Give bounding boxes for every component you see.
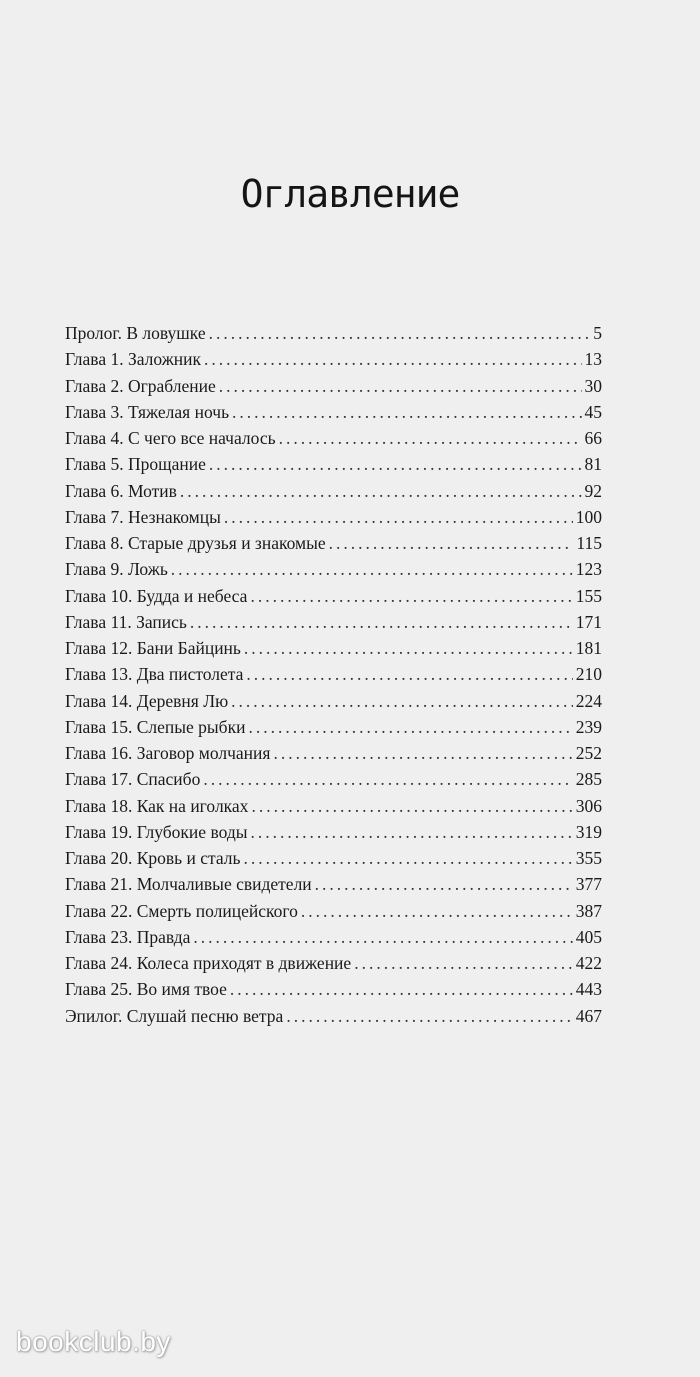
toc-page-number: 355 <box>575 848 602 868</box>
dot-leader <box>224 504 573 530</box>
toc-entry-title: Глава 22. Смерть полицейского <box>65 900 298 921</box>
table-of-contents <box>65 320 602 1029</box>
toc-entry <box>65 898 602 924</box>
dot-leader <box>180 478 582 504</box>
dot-leader <box>251 819 573 845</box>
toc-page-number: 100 <box>575 506 602 527</box>
toc-entry-title: Глава 4. С чего все началось <box>65 428 276 448</box>
toc-page-number: 224 <box>575 690 602 711</box>
toc-entry <box>65 688 602 714</box>
toc-entry-title: Эпилог. Слушай песню ветра <box>65 1005 284 1026</box>
toc-entry <box>65 530 602 556</box>
dot-leader <box>279 425 582 451</box>
toc-entry <box>65 425 602 451</box>
toc-entry-title: Глава 2. Ограбление <box>65 375 216 396</box>
toc-entry <box>65 819 602 845</box>
toc-entry <box>65 661 602 687</box>
toc-entry-title: Глава 15. Слепые рыбки <box>65 716 246 737</box>
toc-entry <box>65 451 602 477</box>
dot-leader <box>286 1003 572 1029</box>
toc-entry <box>65 346 602 372</box>
toc-entry <box>65 950 602 976</box>
toc-entry-title: Глава 25. Во имя твое <box>65 979 227 1000</box>
dot-leader <box>232 399 581 425</box>
toc-page-number: 66 <box>584 428 602 448</box>
toc-page-number: 115 <box>576 533 602 553</box>
toc-entry <box>65 845 602 871</box>
toc-page-number: 377 <box>575 874 602 895</box>
dot-leader <box>246 661 572 687</box>
dot-leader <box>315 871 573 897</box>
dot-leader <box>204 346 581 372</box>
toc-entry <box>65 556 602 582</box>
dot-leader <box>231 688 573 714</box>
toc-entry <box>65 924 602 950</box>
toc-entry-title: Глава 6. Мотив <box>65 480 177 501</box>
toc-entry <box>65 976 602 1002</box>
dot-leader <box>203 766 572 792</box>
toc-entry-title: Глава 12. Бани Байцинь <box>65 638 241 658</box>
toc-page-number: 45 <box>584 401 602 422</box>
toc-entry <box>65 373 602 399</box>
dot-leader <box>190 609 573 635</box>
toc-entry-title: Пролог. В ловушке <box>65 323 206 343</box>
toc-entry <box>65 609 602 635</box>
dot-leader <box>273 740 572 766</box>
dot-leader <box>209 451 582 477</box>
toc-entry-title: Глава 13. Два пистолета <box>65 664 244 685</box>
toc-entry <box>65 583 602 609</box>
toc-entry <box>65 399 602 425</box>
dot-leader <box>251 793 572 819</box>
toc-entry <box>65 714 602 740</box>
watermark: bookclub.by <box>16 1326 171 1357</box>
toc-page-number: 81 <box>584 454 602 475</box>
toc-page-number: 306 <box>575 795 602 816</box>
dot-leader <box>244 635 573 661</box>
toc-entry-title: Глава 24. Колеса приходят в движение <box>65 953 352 973</box>
dot-leader <box>244 845 573 871</box>
toc-entry-title: Глава 14. Деревня Лю <box>65 690 229 711</box>
toc-page-number: 387 <box>575 900 602 921</box>
toc-entry-title: Глава 11. Запись <box>65 611 187 632</box>
toc-page-number: 155 <box>575 585 602 606</box>
toc-page-number: 210 <box>575 664 602 685</box>
toc-entry <box>65 478 602 504</box>
dot-leader <box>354 950 573 976</box>
toc-page-number: 319 <box>575 821 602 842</box>
toc-page-number: 123 <box>575 559 602 580</box>
toc-page-number: 252 <box>575 743 602 763</box>
page-title: Оглавление <box>240 172 460 216</box>
toc-entry <box>65 320 602 346</box>
dot-leader <box>248 714 572 740</box>
toc-entry <box>65 766 602 792</box>
dot-leader <box>219 373 582 399</box>
toc-entry <box>65 504 602 530</box>
toc-entry-title: Глава 9. Ложь <box>65 559 168 580</box>
toc-page-number: 181 <box>575 638 602 658</box>
dot-leader <box>209 320 591 346</box>
toc-entry-title: Глава 10. Будда и небеса <box>65 585 248 606</box>
toc-entry <box>65 635 602 661</box>
toc-entry <box>65 793 602 819</box>
toc-page-number: 467 <box>575 1005 602 1026</box>
toc-page-number: 239 <box>575 716 602 737</box>
toc-entry-title: Глава 21. Молчаливые свидетели <box>65 874 312 895</box>
dot-leader <box>171 556 573 582</box>
toc-entry <box>65 871 602 897</box>
toc-entry-title: Глава 16. Заговор молчания <box>65 743 271 763</box>
toc-entry-title: Глава 18. Как на иголках <box>65 795 249 816</box>
dot-leader <box>193 924 572 950</box>
toc-entry <box>65 740 602 766</box>
toc-entry-title: Глава 8. Старые друзья и знакомые <box>65 533 326 553</box>
toc-page-number: 405 <box>575 926 602 947</box>
dot-leader <box>250 583 572 609</box>
toc-entry-title: Глава 3. Тяжелая ночь <box>65 401 230 422</box>
toc-entry-title: Глава 20. Кровь и сталь <box>65 848 241 868</box>
dot-leader <box>301 898 573 924</box>
toc-page-number: 13 <box>584 349 602 370</box>
toc-page-number: 422 <box>575 953 602 973</box>
toc-entry-title: Глава 23. Правда <box>65 926 191 947</box>
toc-entry-title: Глава 17. Спасибо <box>65 769 201 790</box>
toc-page-number: 92 <box>584 480 602 501</box>
dot-leader <box>329 530 574 556</box>
toc-page-number: 285 <box>575 769 602 790</box>
toc-page-number: 171 <box>575 611 602 632</box>
toc-entry <box>65 1003 602 1029</box>
toc-entry-title: Глава 5. Прощание <box>65 454 206 475</box>
toc-page-number: 443 <box>575 979 602 1000</box>
toc-entry-title: Глава 7. Незнакомцы <box>65 506 221 527</box>
toc-page-number: 5 <box>593 323 602 343</box>
toc-entry-title: Глава 1. Заложник <box>65 349 202 370</box>
toc-entry-title: Глава 19. Глубокие воды <box>65 821 248 842</box>
dot-leader <box>230 976 573 1002</box>
toc-page-number: 30 <box>584 375 602 396</box>
